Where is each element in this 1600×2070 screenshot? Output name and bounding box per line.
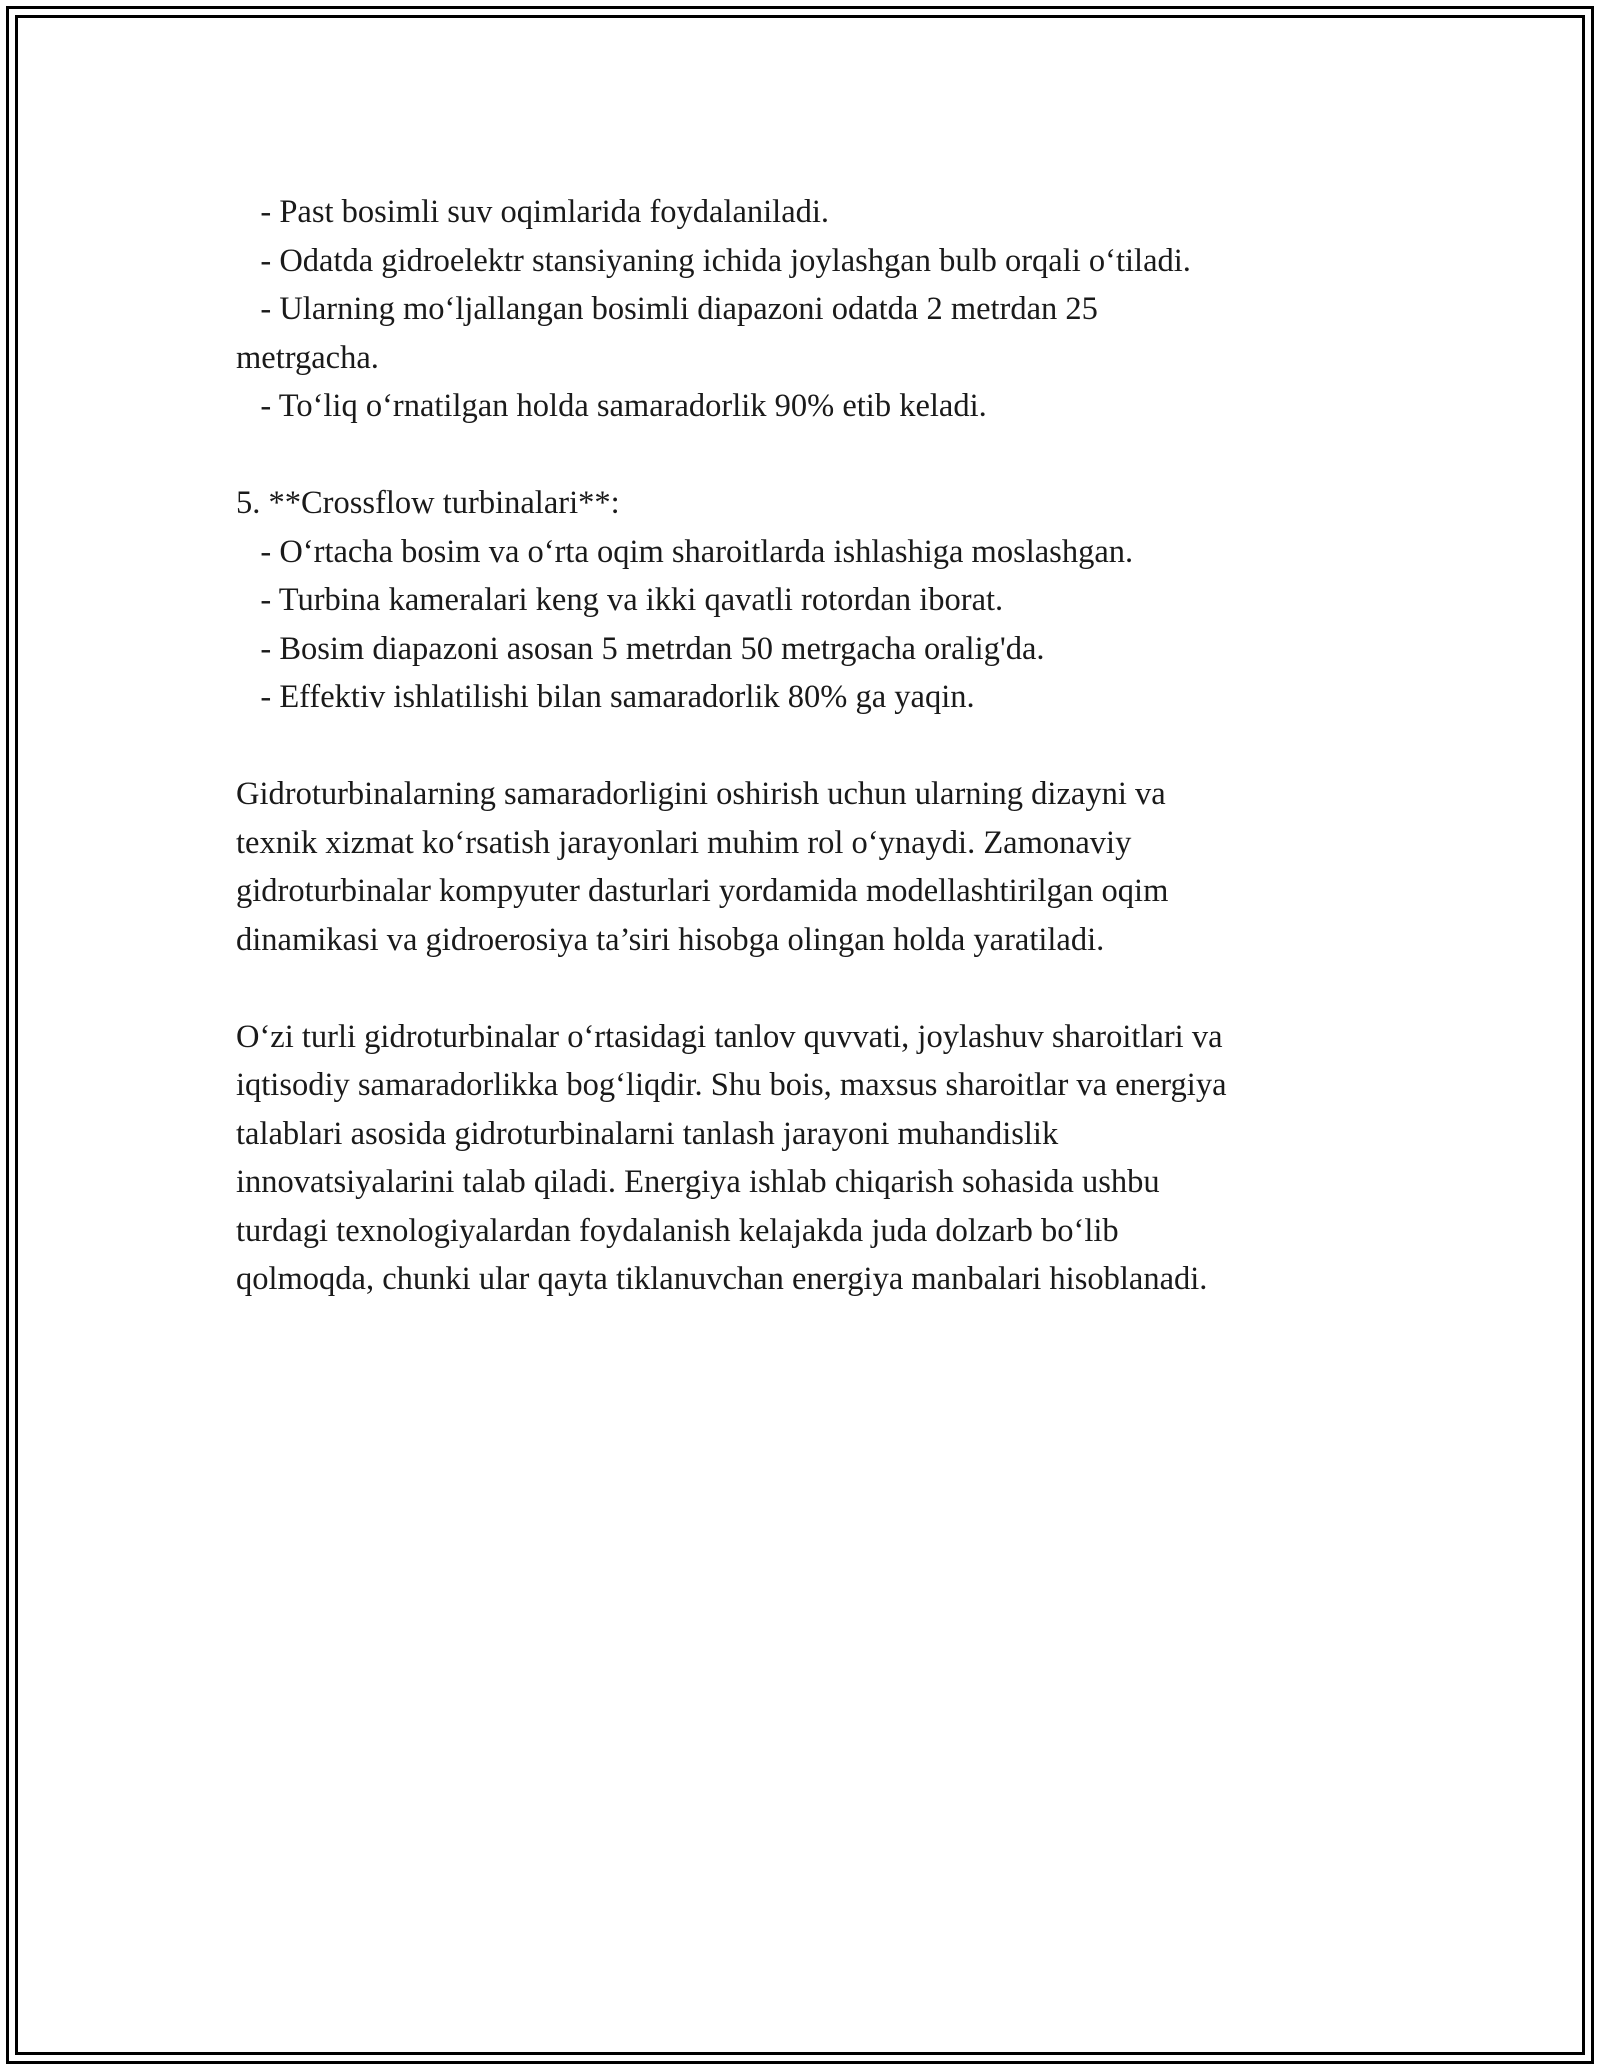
text-line: innovatsiyalarini talab qiladi. Energiya ishlab chiqarish sohasida ushbu xyxy=(236,1164,1160,1200)
text-line: - Past bosimli suv oqimlarida foydalaniladi. xyxy=(236,194,830,230)
text-line: iqtisodiy samaradorlikka bog‘liqdir. Shu bois, maxsus sharoitlar va energiya xyxy=(236,1067,1227,1103)
text-line: Gidroturbinalarning samaradorligini oshirish uchun ularning dizayni va xyxy=(236,776,1166,812)
paragraph-spacer xyxy=(236,722,1386,771)
list-heading: 5. **Crossflow turbinalari**: xyxy=(236,485,620,521)
text-line: - To‘liq o‘rnatilgan holda samaradorlik 90% etib keladi. xyxy=(236,388,987,424)
text-line: dinamikasi va gidroerosiya ta’siri hisobga olingan holda yaratiladi. xyxy=(236,921,1105,958)
text-line: O‘zi turli gidroturbinalar o‘rtasidagi tanlov quvvati, joylashuv sharoitlari va xyxy=(236,1018,1223,1055)
text-line: - Ularning mo‘ljallangan bosimli diapazoni odatda 2 metrdan 25 xyxy=(236,291,1098,327)
paragraph-conclusion xyxy=(236,1013,1386,1304)
paragraph-bulb-turbine-details xyxy=(236,188,1386,431)
text-line: qolmoqda, chunki ular qayta tiklanuvchan energiya manbalari hisoblanadi. xyxy=(236,1261,1208,1297)
text-line: metrgacha. xyxy=(236,339,379,376)
text-line: texnik xizmat ko‘rsatish jarayonlari muhim rol o‘ynaydi. Zamonaviy xyxy=(236,824,1132,861)
paragraph-efficiency xyxy=(236,770,1386,964)
document-body xyxy=(236,188,1386,1304)
paragraph-crossflow-turbines xyxy=(236,479,1386,722)
text-line: - Turbina kameralari keng va ikki qavatli rotordan iborat. xyxy=(236,582,1004,618)
text-line: - Effektiv ishlatilishi bilan samaradorlik 80% ga yaqin. xyxy=(236,679,975,715)
paragraph-spacer xyxy=(236,964,1386,1013)
paragraph-spacer xyxy=(236,431,1386,480)
text-line: - Bosim diapazoni asosan 5 metrdan 50 metrgacha oralig'da. xyxy=(236,630,1045,667)
text-line: - Odatda gidroelektr stansiyaning ichida joylashgan bulb orqali o‘tiladi. xyxy=(236,242,1191,279)
text-line: turdagi texnologiyalardan foydalanish kelajakda juda dolzarb bo‘lib xyxy=(236,1212,1119,1249)
text-line: talablari asosida gidroturbinalarni tanlash jarayoni muhandislik xyxy=(236,1115,1059,1152)
text-line: gidroturbinalar kompyuter dasturlari yordamida modellashtirilgan oqim xyxy=(236,873,1169,909)
text-line: - O‘rtacha bosim va o‘rta oqim sharoitlarda ishlashiga moslashgan. xyxy=(236,533,1134,570)
